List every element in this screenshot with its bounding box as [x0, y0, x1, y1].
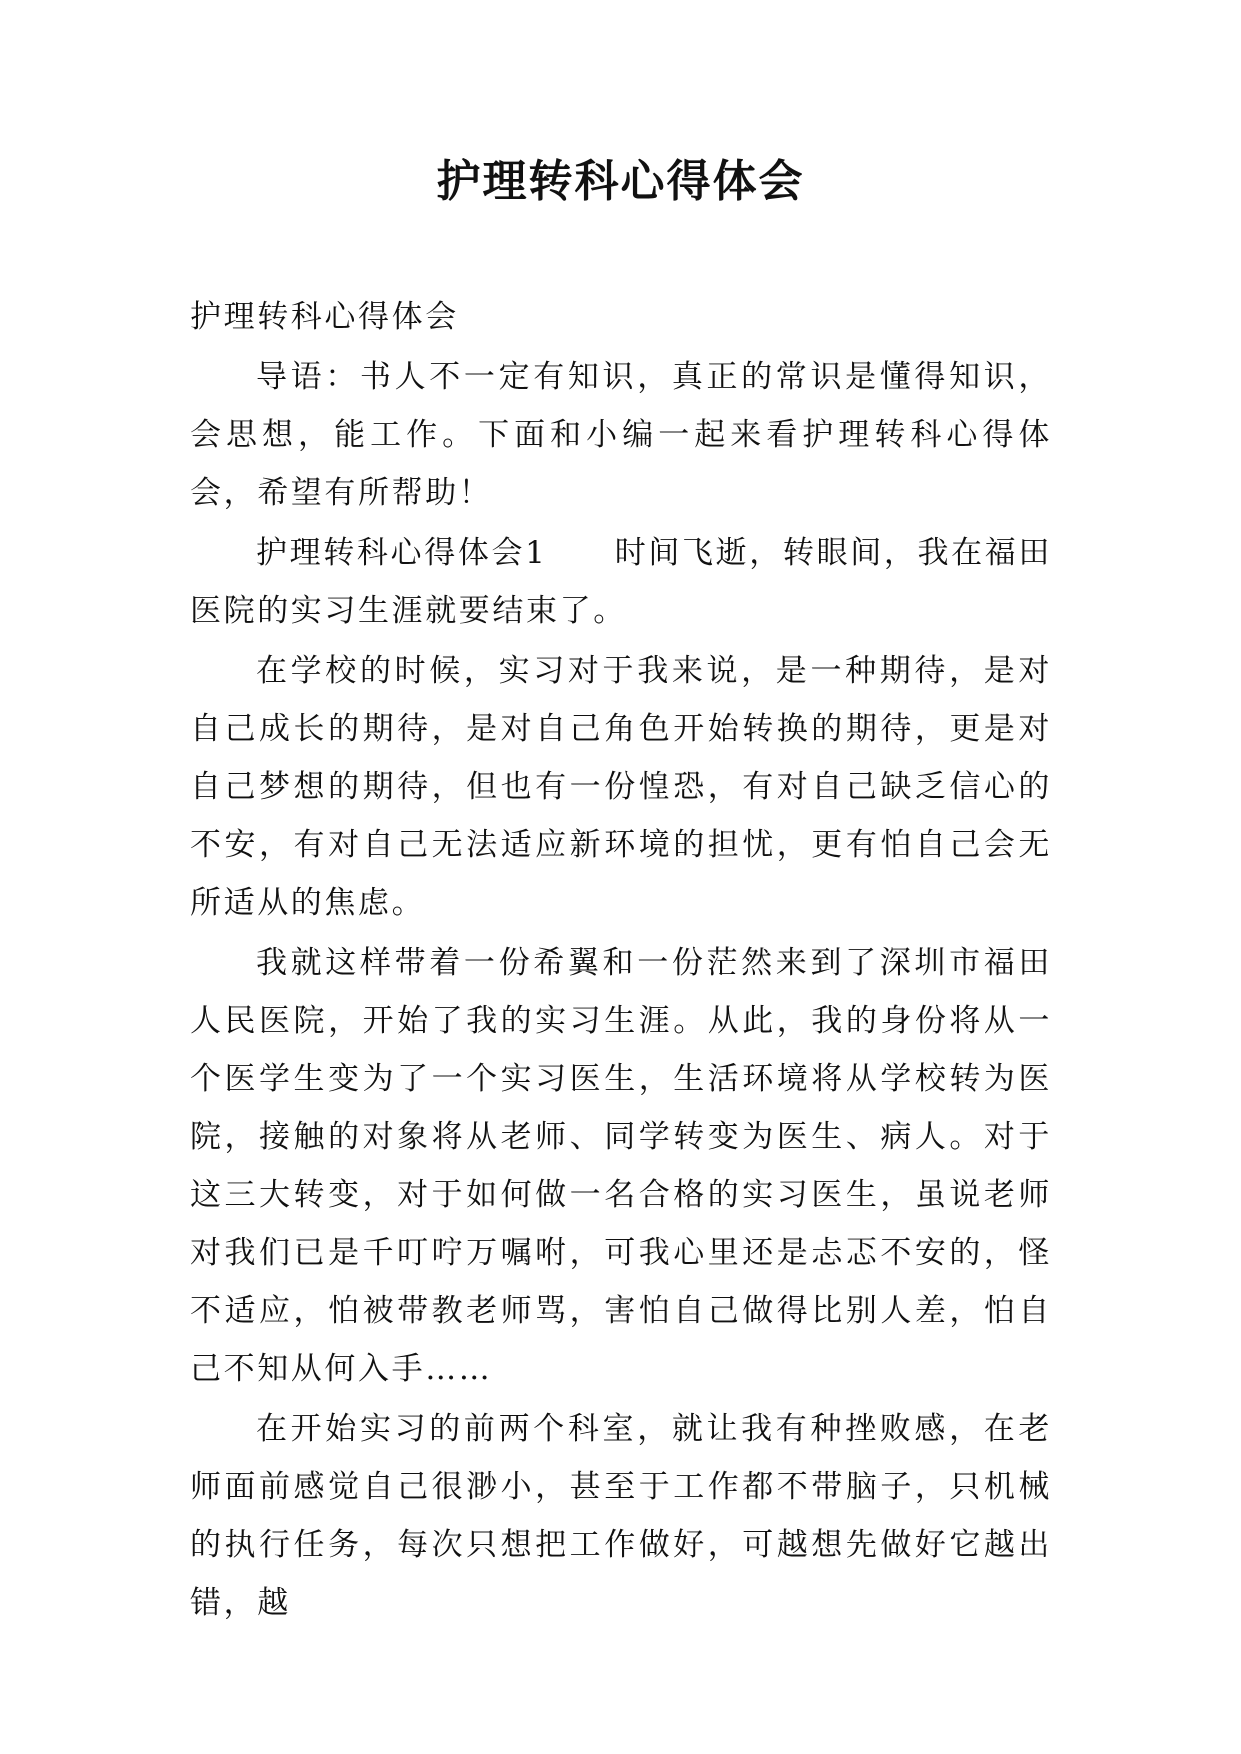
- body-paragraph: 在开始实习的前两个科室，就让我有种挫败感，在老师面前感觉自己很渺小，甚至于工作都不带脑子，只机械的执行任务，每次只想把工作做好，可越想先做好它越出错，越: [190, 1411, 1052, 1621]
- subtitle-paragraph: 护理转科心得体会: [190, 299, 459, 335]
- document-body: [190, 288, 1052, 1634]
- document-title: 护理转科心得体会: [436, 156, 805, 207]
- body-paragraph: 在学校的时候，实习对于我来说，是一种期待，是对自己成长的期待，是对自己角色开始转换的期待，更是对自己梦想的期待，但也有一份惶恐，有对自己缺乏信心的不安，有对自己无法适应新环境的担忧，更有怕自己会无所适从的焦虑。: [190, 653, 1052, 921]
- body-paragraph: 我就这样带着一份希翼和一份茫然来到了深圳市福田人民医院，开始了我的实习生涯。从此，我的身份将从一个医学生变为了一个实习医生，生活环境将从学校转为医院，接触的对象将从老师、同学转变为医生、病人。对于这三大转变，对于如何做一名合格的实习医生，虽说老师对我们已是千叮咛万嘱咐，可我心里还是忐忑不安的，怪不适应，怕被带教老师骂，害怕自己做得比别人差，怕自己不知从何入手……: [190, 945, 1052, 1387]
- section-heading-paragraph: 护理转科心得体会1 时间飞逝，转眼间，我在福田医院的实习生涯就要结束了。: [190, 535, 1052, 629]
- intro-paragraph: 导语：书人不一定有知识，真正的常识是懂得知识，会思想，能工作。下面和小编一起来看护理转科心得体会，希望有所帮助！: [190, 359, 1052, 511]
